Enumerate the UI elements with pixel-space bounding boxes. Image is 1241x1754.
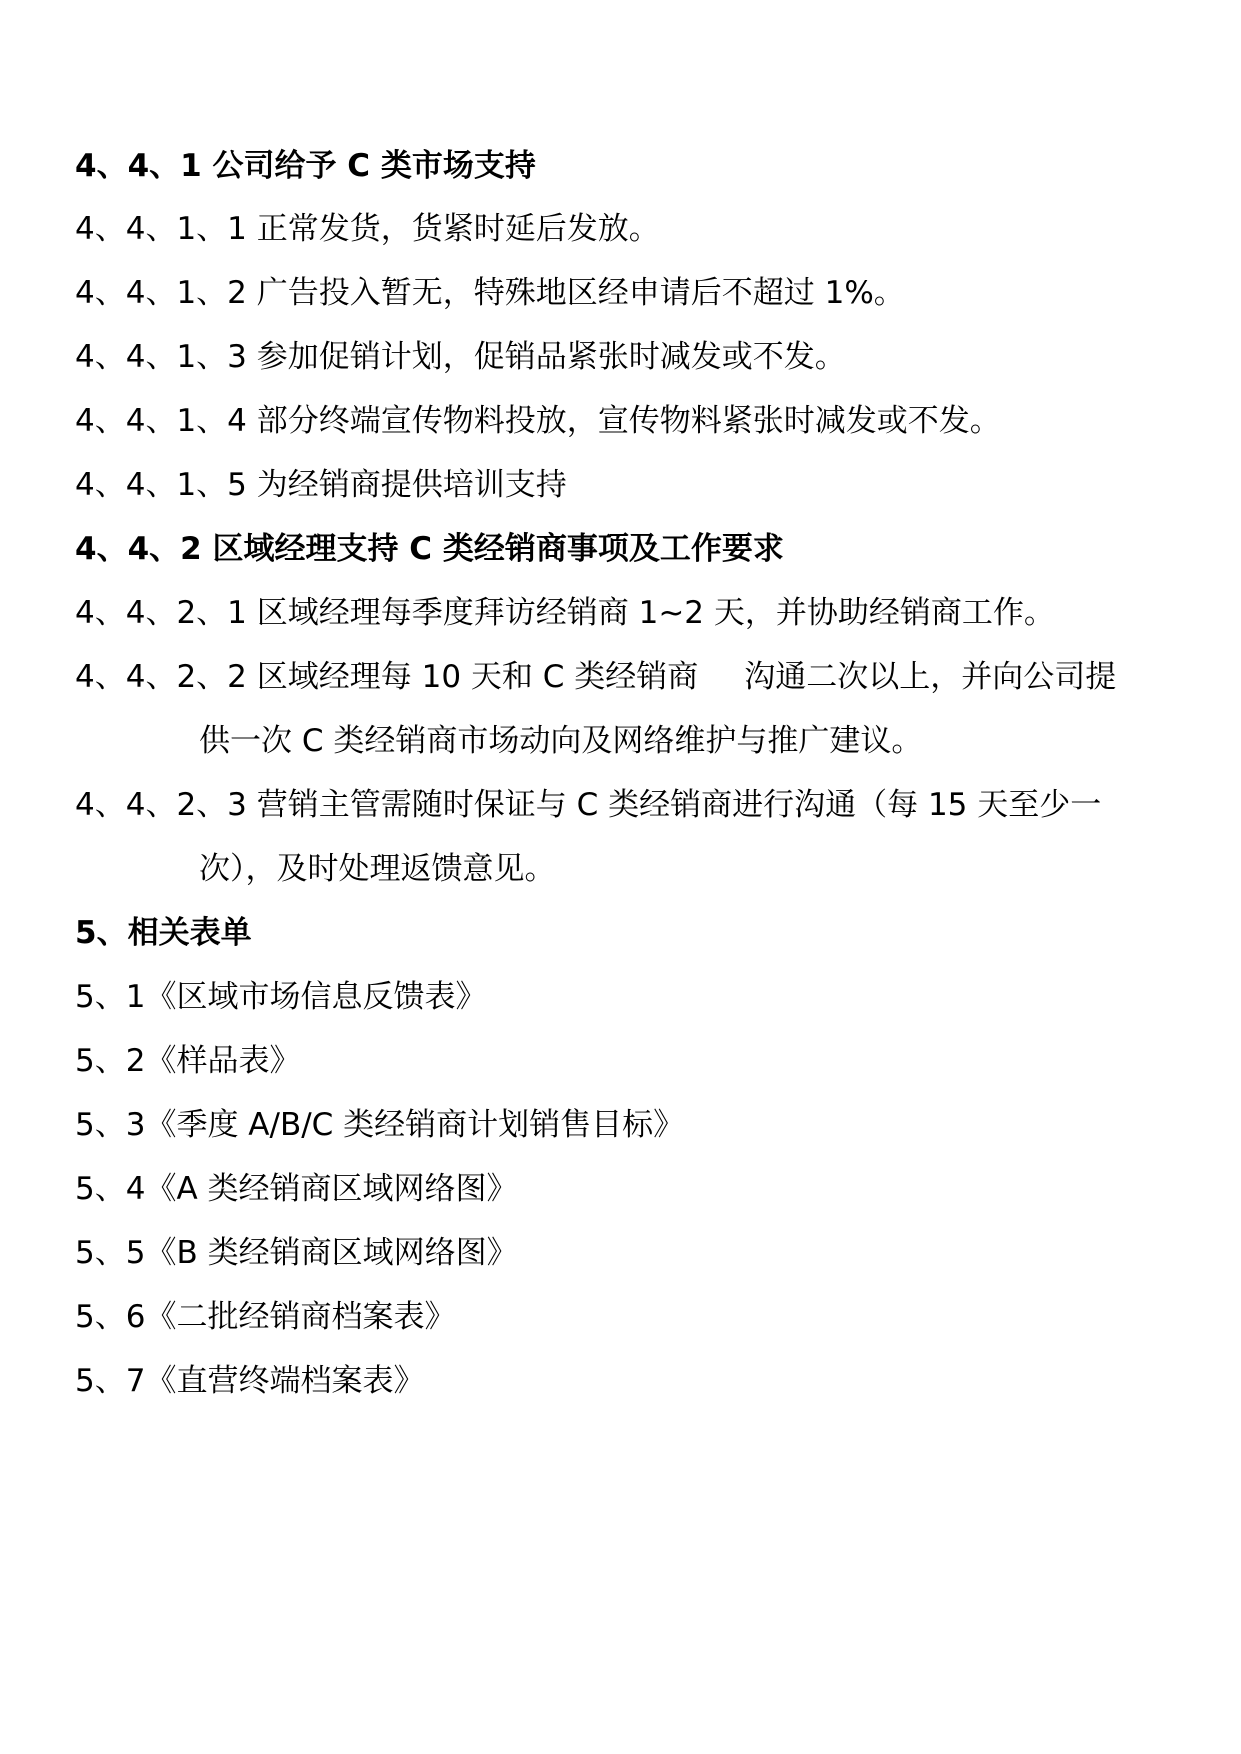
list-item-4-4-2-2-continued: 供一次 C 类经销商市场动向及网络维护与推广建议。 [199, 723, 923, 759]
list-item-4-4-2-1: 4、4、2、1 区域经理每季度拜访经销商 1~2 天，并协助经销商工作。 [75, 595, 1055, 631]
list-item-4-4-1-1: 4、4、1、1 正常发货，货紧时延后发放。 [75, 211, 660, 247]
list-item-4-4-1-4: 4、4、1、4 部分终端宣传物料投放，宣传物料紧张时减发或不发。 [75, 403, 1001, 439]
list-item-4-4-2-3: 4、4、2、3 营销主管需随时保证与 C 类经销商进行沟通（每 15 天至少一 [75, 787, 1102, 823]
list-item-4-4-2-3-continued: 次），及时处理返馈意见。 [199, 851, 556, 887]
list-item-4-4-2-2-part2: 沟通二次以上，并向公司提 [744, 659, 1117, 695]
list-item-4-4-1-5: 4、4、1、5 为经销商提供培训支持 [75, 467, 567, 503]
section-heading-4-4-1: 4、4、1 公司给予 C 类市场支持 [75, 148, 536, 184]
list-item-4-4-1-3: 4、4、1、3 参加促销计划，促销品紧张时减发或不发。 [75, 339, 846, 375]
section-heading-5: 5、相关表单 [75, 915, 252, 951]
form-item-5-6: 5、6《二批经销商档案表》 [75, 1299, 456, 1335]
form-item-5-1: 5、1《区域市场信息反馈表》 [75, 979, 487, 1015]
form-item-5-3: 5、3《季度 A/B/C 类经销商计划销售目标》 [75, 1107, 685, 1143]
form-item-5-7: 5、7《直营终端档案表》 [75, 1363, 425, 1399]
form-item-5-4: 5、4《A 类经销商区域网络图》 [75, 1171, 518, 1207]
section-heading-4-4-2: 4、4、2 区域经理支持 C 类经销商事项及工作要求 [75, 531, 784, 567]
list-item-4-4-2-2-part1: 4、4、2、2 区域经理每 10 天和 C 类经销商 [75, 659, 699, 695]
list-item-4-4-1-2: 4、4、1、2 广告投入暂无，特殊地区经申请后不超过 1%。 [75, 275, 905, 311]
form-item-5-5: 5、5《B 类经销商区域网络图》 [75, 1235, 518, 1271]
form-item-5-2: 5、2《样品表》 [75, 1043, 301, 1079]
list-item-4-4-2-2 [75, 657, 1116, 697]
